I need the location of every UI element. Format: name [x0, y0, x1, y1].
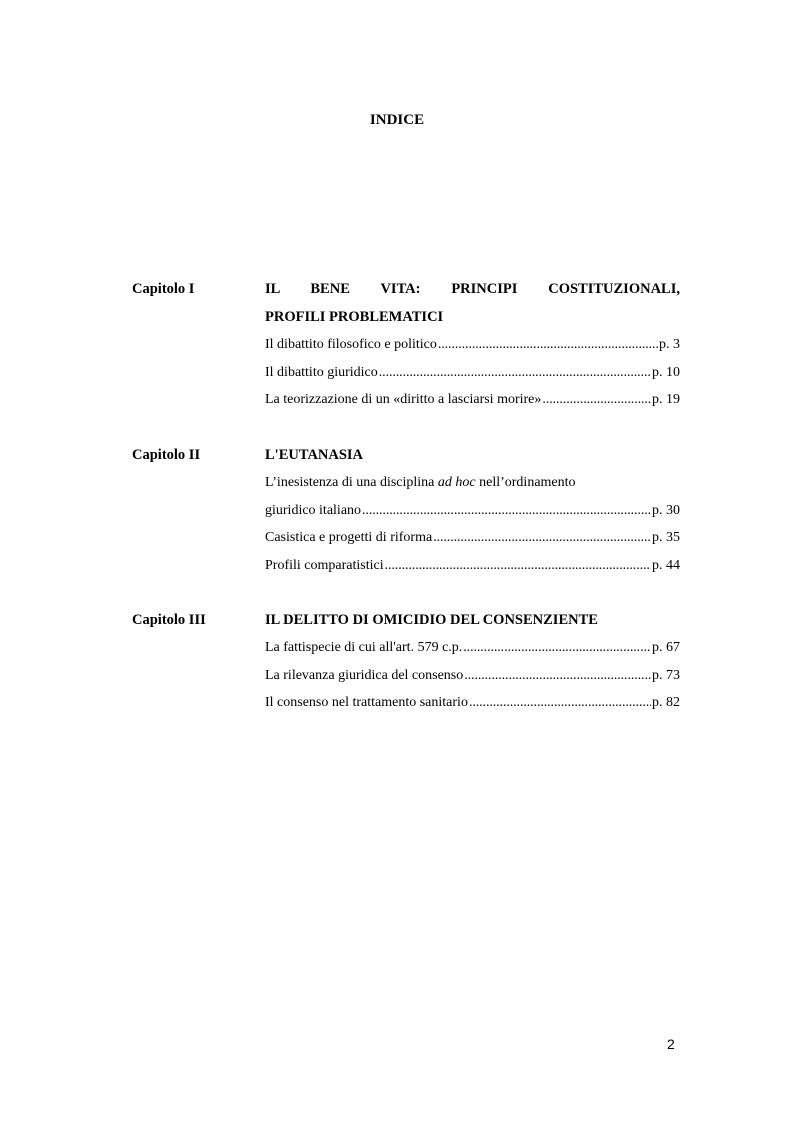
chapter-label: Capitolo III: [132, 612, 206, 628]
dot-leader: [362, 497, 651, 525]
toc-entry-title: Casistica e progetti di riforma: [265, 530, 433, 546]
toc-entry-title: giuridico italiano: [265, 502, 362, 518]
dot-leader: [542, 386, 651, 414]
toc-entry-title: La teorizzazione di un «diritto a lasciarsi morire»: [265, 392, 542, 408]
chapter-heading: IL BENE VITA: PRINCIPI COSTITUZIONALI,: [265, 281, 680, 297]
chapter-heading: IL DELITTO DI OMICIDIO DEL CONSENZIENTE: [265, 612, 598, 628]
chapter-body: [265, 445, 680, 580]
page-title: INDICE: [369, 112, 425, 128]
toc-entry[interactable]: [265, 634, 680, 662]
toc-entry-page: p. 67: [652, 640, 680, 655]
dot-leader: [463, 634, 651, 662]
chapter-body: [265, 279, 680, 414]
page-number: 2: [667, 1036, 675, 1052]
dot-leader: [385, 552, 651, 580]
toc-entry-page: p. 10: [652, 364, 680, 380]
toc-entry[interactable]: [265, 331, 680, 359]
dot-leader: [379, 359, 651, 387]
toc-entry[interactable]: [265, 497, 680, 525]
chapter-heading-continued: PROFILI PROBLEMATICI: [265, 309, 444, 325]
chapter-heading: L'EUTANASIA: [265, 447, 364, 463]
toc-entry-multiline[interactable]: [265, 469, 680, 497]
toc-entry-title-post: nell’ordinamento: [475, 475, 576, 490]
chapter-label: Capitolo II: [132, 447, 201, 463]
toc-entry-page: p. 82: [652, 695, 680, 711]
toc-entry-title-italic: ad hoc: [437, 475, 476, 490]
toc-entry-title: Il consenso nel trattamento sanitario: [265, 695, 468, 711]
dot-leader: [469, 689, 651, 717]
toc-entry-page: p. 3: [659, 337, 680, 352]
toc-entry[interactable]: [265, 524, 680, 552]
toc-entry-title: La rilevanza giuridica del consenso: [265, 667, 464, 683]
toc-entry-page: p. 73: [652, 667, 680, 683]
chapter-label: Capitolo I: [132, 281, 195, 297]
toc-entry-page: p. 30: [652, 502, 680, 518]
chapter-body: [265, 610, 680, 717]
dot-leader: [433, 524, 651, 552]
toc-entry[interactable]: [265, 662, 680, 690]
toc-entry[interactable]: [265, 359, 680, 387]
toc-entry-title: Il dibattito giuridico: [265, 364, 378, 380]
toc-entry-title: Il dibattito filosofico e politico: [265, 337, 437, 352]
dot-leader: [438, 331, 658, 359]
toc-entry-title-pre: L’inesistenza di una disciplina: [265, 475, 438, 490]
toc-entry-page: p. 44: [652, 558, 680, 574]
toc-entry[interactable]: [265, 386, 680, 414]
toc-entry-title: Profili comparatistici: [265, 558, 384, 574]
toc-entry[interactable]: [265, 689, 680, 717]
toc-entry-title: La fattispecie di cui all'art. 579 c.p.: [265, 640, 463, 655]
toc-entry-page: p. 35: [652, 530, 680, 546]
dot-leader: [464, 662, 651, 690]
toc-entry[interactable]: [265, 552, 680, 580]
toc-entry-page: p. 19: [652, 392, 680, 408]
